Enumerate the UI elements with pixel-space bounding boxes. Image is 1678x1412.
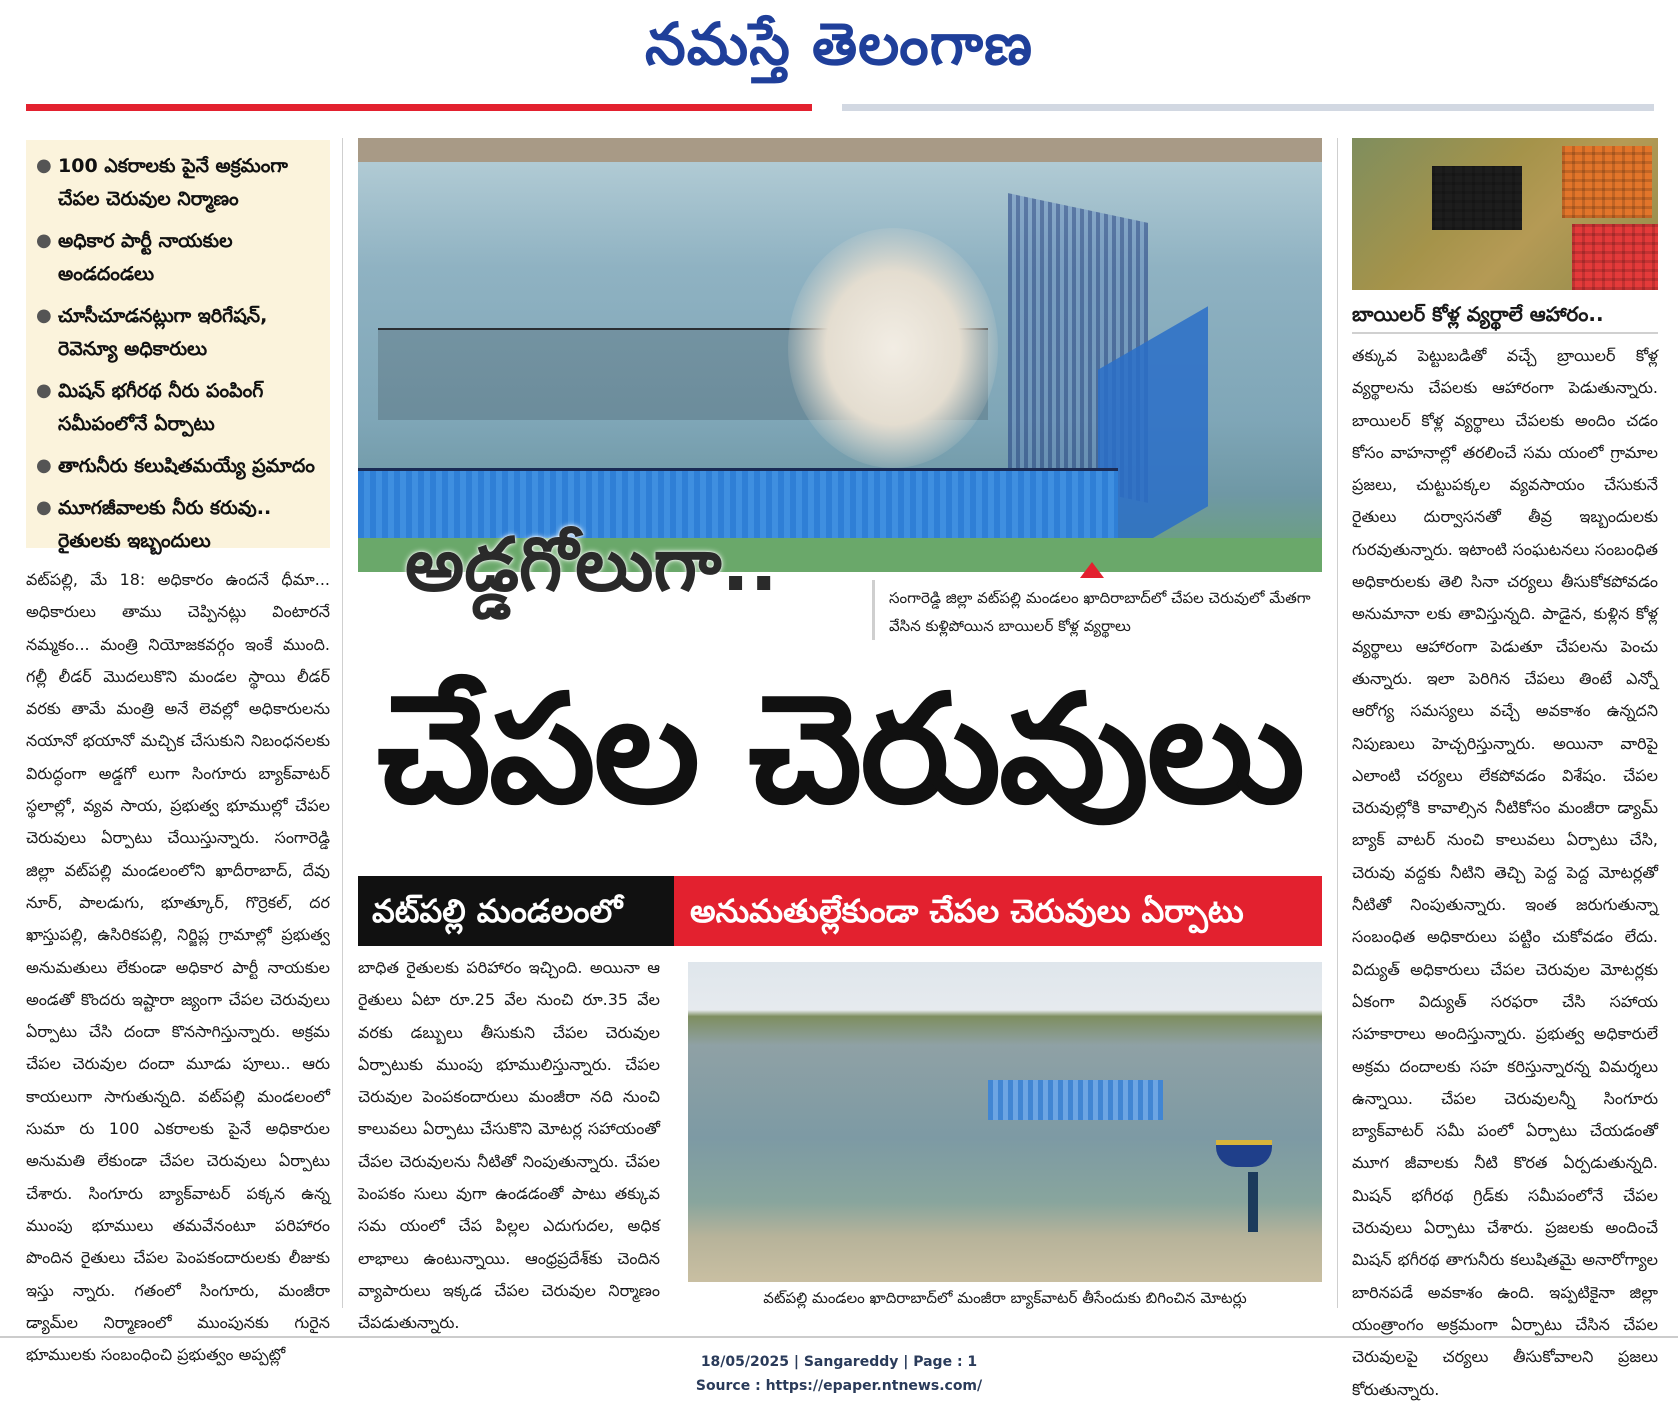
caption-pointer-icon	[1080, 562, 1104, 578]
highlight-item: ● 100 ఎకరాలకు పైనే అక్రమంగా చేపల చెరువుల నిర్మాణం	[36, 150, 324, 216]
article-body-right: తక్కువ పెట్టుబడితో వచ్చే బ్రాయిలర్ కోళ్ల వ్యర్థాలను చేపలకు ఆహారంగా పెడుతున్నారు. బాయిలర్ కోళ్ల వ్యర్థాలు చేపలకు అందిం చడం కోసం వాహనాల్లో తరలించే సమ యంలో గ్రామాల ప్రజలు, చుట్టుపక్కల వ్యవసాయం చేసుకునే రైతులు దుర్వాసనతో తీవ్ర ఇబ్బందులకు గురవుతున్నారు. ఇటాంటి సంఘటనలు సంబంధిత అధికారులకు తెలి సినా చర్యలు తీసుకోకపోవడం అనుమానా లకు తావిస్తున్నది. పాడైన, కుళ్లిన కోళ్ల వ్యర్థాలు ఆహారంగా పెడుతూ చేపలను పెంచు తున్నారు. ఇలా పెరిగిన చేపలు తింటే ఎన్నో ఆరోగ్య సమస్యలు వచ్చే అవకాశం ఉన్నదని నిపుణులు హెచ్చరిస్తున్నారు. అయినా వారిపై ఎలాంటి చర్యలు లేకపోవడం విశేషం. చేపల చెరువుల్లోకి కావాల్సిన నీటికోసం మంజీరా డ్యామ్ బ్యాక్ వాటర్ నుంచి కాలువలు ఏర్పాటు చేసి, చెరువు వద్దకు నీటిని తెచ్చి పెద్ద పెద్ద మోటర్లతో నీటితో నింపుతున్నారు. ఇంత జరుగుతున్నా సంబంధిత అధికారులు పట్టిం చుకోవడం లేదు. విద్యుత్ అధికారులు చేపల చెరువుల మోటర్లకు ఏకంగా విద్యుత్ సరఫరా చేసి సహాయ సహకారాలు అందిస్తున్నారు. ప్రభుత్వ అధికారులే అక్రమ దందాలకు సహ కరిస్తున్నారన్న విమర్శలు ఉన్నాయి. చేపల చెరువులన్నీ సింగూరు బ్యాక్‌వాటర్ సమీ పంలో ఏర్పాటు చేయడంతో మూగ జీవాలకు నీటి కొరత ఏర్పడుతున్నది. మిషన్ భగీరథ గ్రిడ్‌కు సమీపంలోనే చేపల చెరువులు ఏర్పాటు చేశారు. ప్రజలకు అందించే మిషన్ భగీరథ తాగునీరు కలుషితమై అనారోగ్యాల బారినపడే అవకాశం ఉంది. ఇప్పటికైనా జిల్లా యంత్రాంగం అక్రమంగా ఏర్పాటు చేసిన చేపల చెరువులపై చర్యలు తీసుకోవాలని ప్రజలు కోరుతున్నారు.	[1352, 346, 1658, 1399]
headline-kicker: అడ్డగోలుగా..	[405, 522, 778, 608]
highlight-item: ● అధికార పార్టీ నాయకుల అండదండలు	[36, 225, 324, 291]
photo-orange-crate	[1562, 146, 1652, 218]
footer-source: Source : https://epaper.ntnews.com/	[695, 1378, 983, 1394]
masthead-rule-grey	[842, 104, 1654, 111]
bullet-icon: ●	[36, 305, 52, 326]
backwater-photo	[688, 962, 1322, 1282]
highlight-item: ● మూగజీవాలకు నీరు కరువు.. రైతులకు ఇబ్బందులు	[36, 492, 324, 558]
photo-motor-pipe	[1248, 1172, 1258, 1232]
photo-caption-bottom: వట్‌పల్లి మండలం ఖాదిరాబాద్‌లో మంజీరా బ్యాక్‌వాటర్ తీసేందుకు బిగించిన మోటర్లు	[763, 1289, 1247, 1307]
subhead-band-black: వట్‌పల్లి మండలంలో	[358, 876, 674, 946]
article-body-middle: బాధిత రైతులకు పరిహారం ఇచ్చింది. అయినా ఆ రైతులు ఏటా రూ.25 వేల నుంచి రూ.35 వేల వరకు డబ్బులు తీసుకుని చేపల చెరువుల ఏర్పాటుకు ముంపు భూములిస్తున్నారు. చేపల చెరువుల పెంపకందారులు మంజీరా నది నుంచి కాలువలు ఏర్పాటు చేసుకొని మోటర్ల సహాయంతో చేపల చెరువులను నీటితో నింపుతున్నారు. చేపల పెంపకం సులు వుగా ఉండడంతో పాటు తక్కువ సమ యంలో చేప పిల్లల ఎదుగుదల, అధిక లాభాలు ఉంటున్నాయి. ఆంధ్రప్రదేశ్‌కు చెందిన వ్యాపారులు ఇక్కడ చేపల చెరువుల నిర్మాణం చేపడుతున్నారు.	[358, 958, 660, 1333]
photo-red-crate	[1572, 224, 1658, 290]
photo-far-bank	[358, 138, 1322, 162]
photo-floating-waste	[788, 228, 998, 468]
bullet-icon: ●	[36, 380, 52, 401]
photo-net-enclosure	[988, 1080, 1163, 1120]
photo-black-crate	[1432, 166, 1522, 230]
chicken-waste-photo	[1352, 138, 1658, 290]
article-body-left: వట్‌పల్లి, మే 18: అధికారం ఉందనే ధీమా... అధికారులు తాము చెప్పినట్లు వింటారనే నమ్మకం... మంత్రి నియోజకవర్గం ఇంకే ముంది. గల్లీ లీడర్ మొదలుకొని మండల స్థాయి లీడర్ వరకు తామే మంత్రి అనే లెవల్లో అధికారులను నయానో భయానో మచ్చిక చేసుకుని నిబంధనలకు విరుద్ధంగా అడ్డగో లుగా సింగూరు బ్యాక్‌వాటర్ స్థలాల్లో, వ్యవ సాయ, ప్రభుత్వ భూముల్లో చేపల చెరువులు ఏర్పాటు చేయిస్తున్నారు. సంగారెడ్డి జిల్లా వట్‌పల్లి మండలంలోని ఖాదీరాబాద్, దేవు నూర్, పాలడుగు, భూత్కూర్, గొర్రెకల్, దర ఖాస్తుపల్లి, ఉసిరికపల్లి, నిర్జిప్ల గ్రామాల్లో ప్రభుత్వ అనుమతులు లేకుండా అధికార పార్టీ నాయకుల అండతో కొందరు ఇష్టారా జ్యంగా చేపల చెరువులు ఏర్పాటు చేసి దందా కొనసాగిస్తున్నారు. అక్రమ చేపల చెరువుల దందా మూడు పూలు.. ఆరు కాయలుగా సాగుతున్నది. వట్‌పల్లి మండలంలో సుమా రు 100 ఎకరాలకు పైనే అధికారుల అనుమతి లేకుండా చేపల చెరువులు ఏర్పాటు చేశారు. సింగూరు బ్యాక్‌వాటర్ పక్కన ఉన్న ముంపు భూములు తమవేనంటూ పరిహారం పొందిన రైతులు చేపల పెంపకందారులకు లీజుకు ఇస్తు న్నారు. గతంలో సింగూరు, మంజీరా డ్యామ్‌ల నిర్మాణంలో ముంపునకు గురైన భూములకు సంబంధించి ప్రభుత్వం అప్పట్లో	[26, 570, 330, 1365]
photo-boat	[1216, 1140, 1272, 1167]
highlight-item: ● తాగునీరు కలుషితమయ్యే ప్రమాదం	[36, 450, 324, 483]
newspaper-masthead: నమస్తే తెలంగాణ	[645, 10, 1033, 78]
footer-date-edition: 18/05/2025 | Sangareddy | Page : 1	[700, 1354, 978, 1370]
subhead-band-red: అనుమతుల్లేకుండా చేపల చెరువులు ఏర్పాటు	[674, 876, 1322, 946]
highlights-box	[26, 140, 330, 552]
bullet-icon: ●	[36, 230, 52, 251]
photo-caption-top: సంగారెడ్డి జిల్లా వట్‌పల్లి మండలం ఖాదిరాబాద్‌లో చేపల చెరువులో మేతగా వేసిన కుళ్లిపోయిన బాయిలర్ కోళ్ల వ్యర్థాలు	[872, 580, 1312, 640]
footer-rule	[0, 1336, 1678, 1338]
column-divider	[342, 138, 343, 1308]
highlight-item: ● చూసీచూడనట్లుగా ఇరిగేషన్, రెవెన్యూ అధికారులు	[36, 300, 324, 366]
bullet-icon: ●	[36, 497, 52, 518]
headline-main: చేపల చెరువులు	[376, 663, 1304, 837]
highlight-item: ● మిషన్ భగీరథ నీరు పంపింగ్ సమీపంలోనే ఏర్పాటు	[36, 375, 324, 441]
bullet-icon: ●	[36, 455, 52, 476]
bullet-icon: ●	[36, 155, 52, 176]
sidebar-title: బాయిలర్ కోళ్ల వ్యర్థాలే ఆహారం..	[1352, 296, 1658, 334]
masthead-rule-red	[26, 104, 812, 111]
fish-pond-photo	[358, 138, 1322, 572]
column-divider	[1337, 138, 1338, 1308]
